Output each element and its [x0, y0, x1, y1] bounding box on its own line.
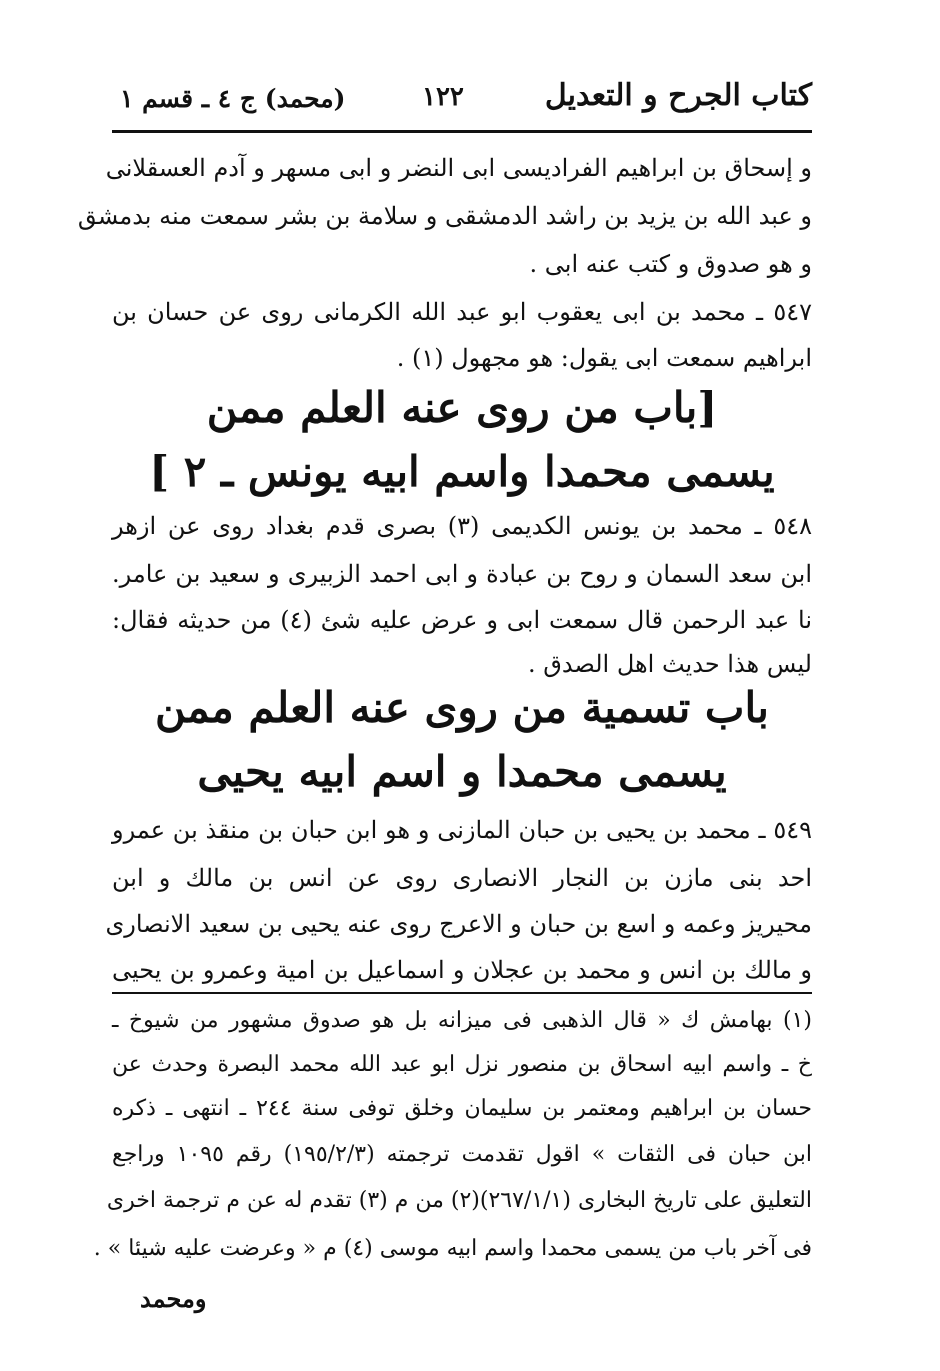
entry-549-line-1: ٥٤٩ ـ محمد بن يحيى بن حبان المازنى و هو ابن حبان بن منقذ بن عمرو [112, 816, 812, 844]
body-line-3: و هو صدوق و كتب عنه ابى . [529, 250, 812, 278]
footnote-line-3: حسان بن ابراهيم ومعتمر بن سليمان وخلق توفى سنة ٢٤٤ ـ انتهى ـ ذكره [112, 1096, 812, 1121]
entry-549-line-4: و مالك بن انس و محمد بن عجلان و اسماعيل بن امية وعمرو بن يحيى [112, 956, 812, 984]
chapter-heading-yunus-line-1: [باب من روى عنه العلم ممن [206, 383, 718, 432]
body-line-1: و إسحاق بن ابراهيم الفراديسى ابى النضر و ابى مسهر و آدم العسقلانى [105, 154, 812, 182]
entry-548-line-2: ابن سعد السمان و روح بن عبادة و ابى احمد الزبيرى و سعيد بن عامر. [112, 560, 812, 588]
footnote-rule [112, 992, 812, 994]
chapter-heading-yunus-line-2: يسمى محمدا واسم ابيه يونس ـ ٢ ] [149, 447, 775, 496]
document-page [77, 0, 813, 1371]
entry-547-line-2: ابراهيم سمعت ابى يقول: هو مجهول (١) . [396, 344, 812, 372]
entry-548-line-1: ٥٤٨ ـ محمد بن يونس الكديمى (٣) بصرى قدم بغداد روى عن ازهر [112, 512, 812, 540]
footnote-line-6: فى آخر باب من يسمى محمدا واسم ابيه موسى (٤) م « وعرضت عليه شيئا » . [93, 1236, 812, 1261]
entry-547-line-1: ٥٤٧ ـ محمد بن ابى يعقوب ابو عبد الله الكرمانى روى عن حسان بن [112, 298, 812, 326]
page-header [112, 78, 812, 124]
footnote-line-1: (١) بهامش ك « قال الذهبى فى ميزانه بل هو صدوق مشهور من شيوخ ـ [112, 1008, 813, 1033]
chapter-heading-yahya-line-2: يسمى محمدا و اسم ابيه يحيى [197, 747, 727, 796]
footnote-line-4: ابن حبان فى الثقات » اقول تقدمت ترجمته (١٩٥/٢/٣) رقم ١٠٩٥ وراجع [112, 1142, 812, 1167]
entry-549-line-3: محيريز وعمه و اسع بن حبان و الاعرج روى عنه يحيى بن سعيد الانصارى [105, 910, 812, 938]
entry-549-line-2: احد بنى مازن بن النجار الانصارى روى عن انس بن مالك و ابن [112, 864, 812, 892]
entry-548-line-3: نا عبد الرحمن قال سمعت ابى و عرض عليه شئ (٤) من حديثه فقال: [112, 606, 812, 634]
volume-info: (محمد) ج ٤ ـ قسم ١ [120, 84, 346, 113]
footnote-line-2: خ ـ واسم ابيه اسحاق بن منصور نزل ابو عبد الله محمد البصرة وحدث عن [112, 1052, 812, 1077]
catchword: ومحمد [140, 1284, 207, 1313]
header-rule [112, 130, 812, 133]
entry-548-line-4: ليس هذا حديث اهل الصدق . [527, 650, 812, 678]
footnote-line-5: التعليق على تاريخ البخارى (٢٦٧/١/١)(٢) من م (٣) تقدم له عن م ترجمة اخرى [106, 1188, 812, 1213]
page-number: ١٢٢ [422, 82, 464, 112]
body-line-2: و عبد الله بن يزيد بن راشد الدمشقى و سلامة بن بشر سمعت منه بدمشق [77, 202, 812, 230]
book-title: كتاب الجرح و التعديل [544, 78, 812, 113]
chapter-heading-yahya-line-1: باب تسمية من روى عنه العلم ممن [155, 683, 769, 732]
